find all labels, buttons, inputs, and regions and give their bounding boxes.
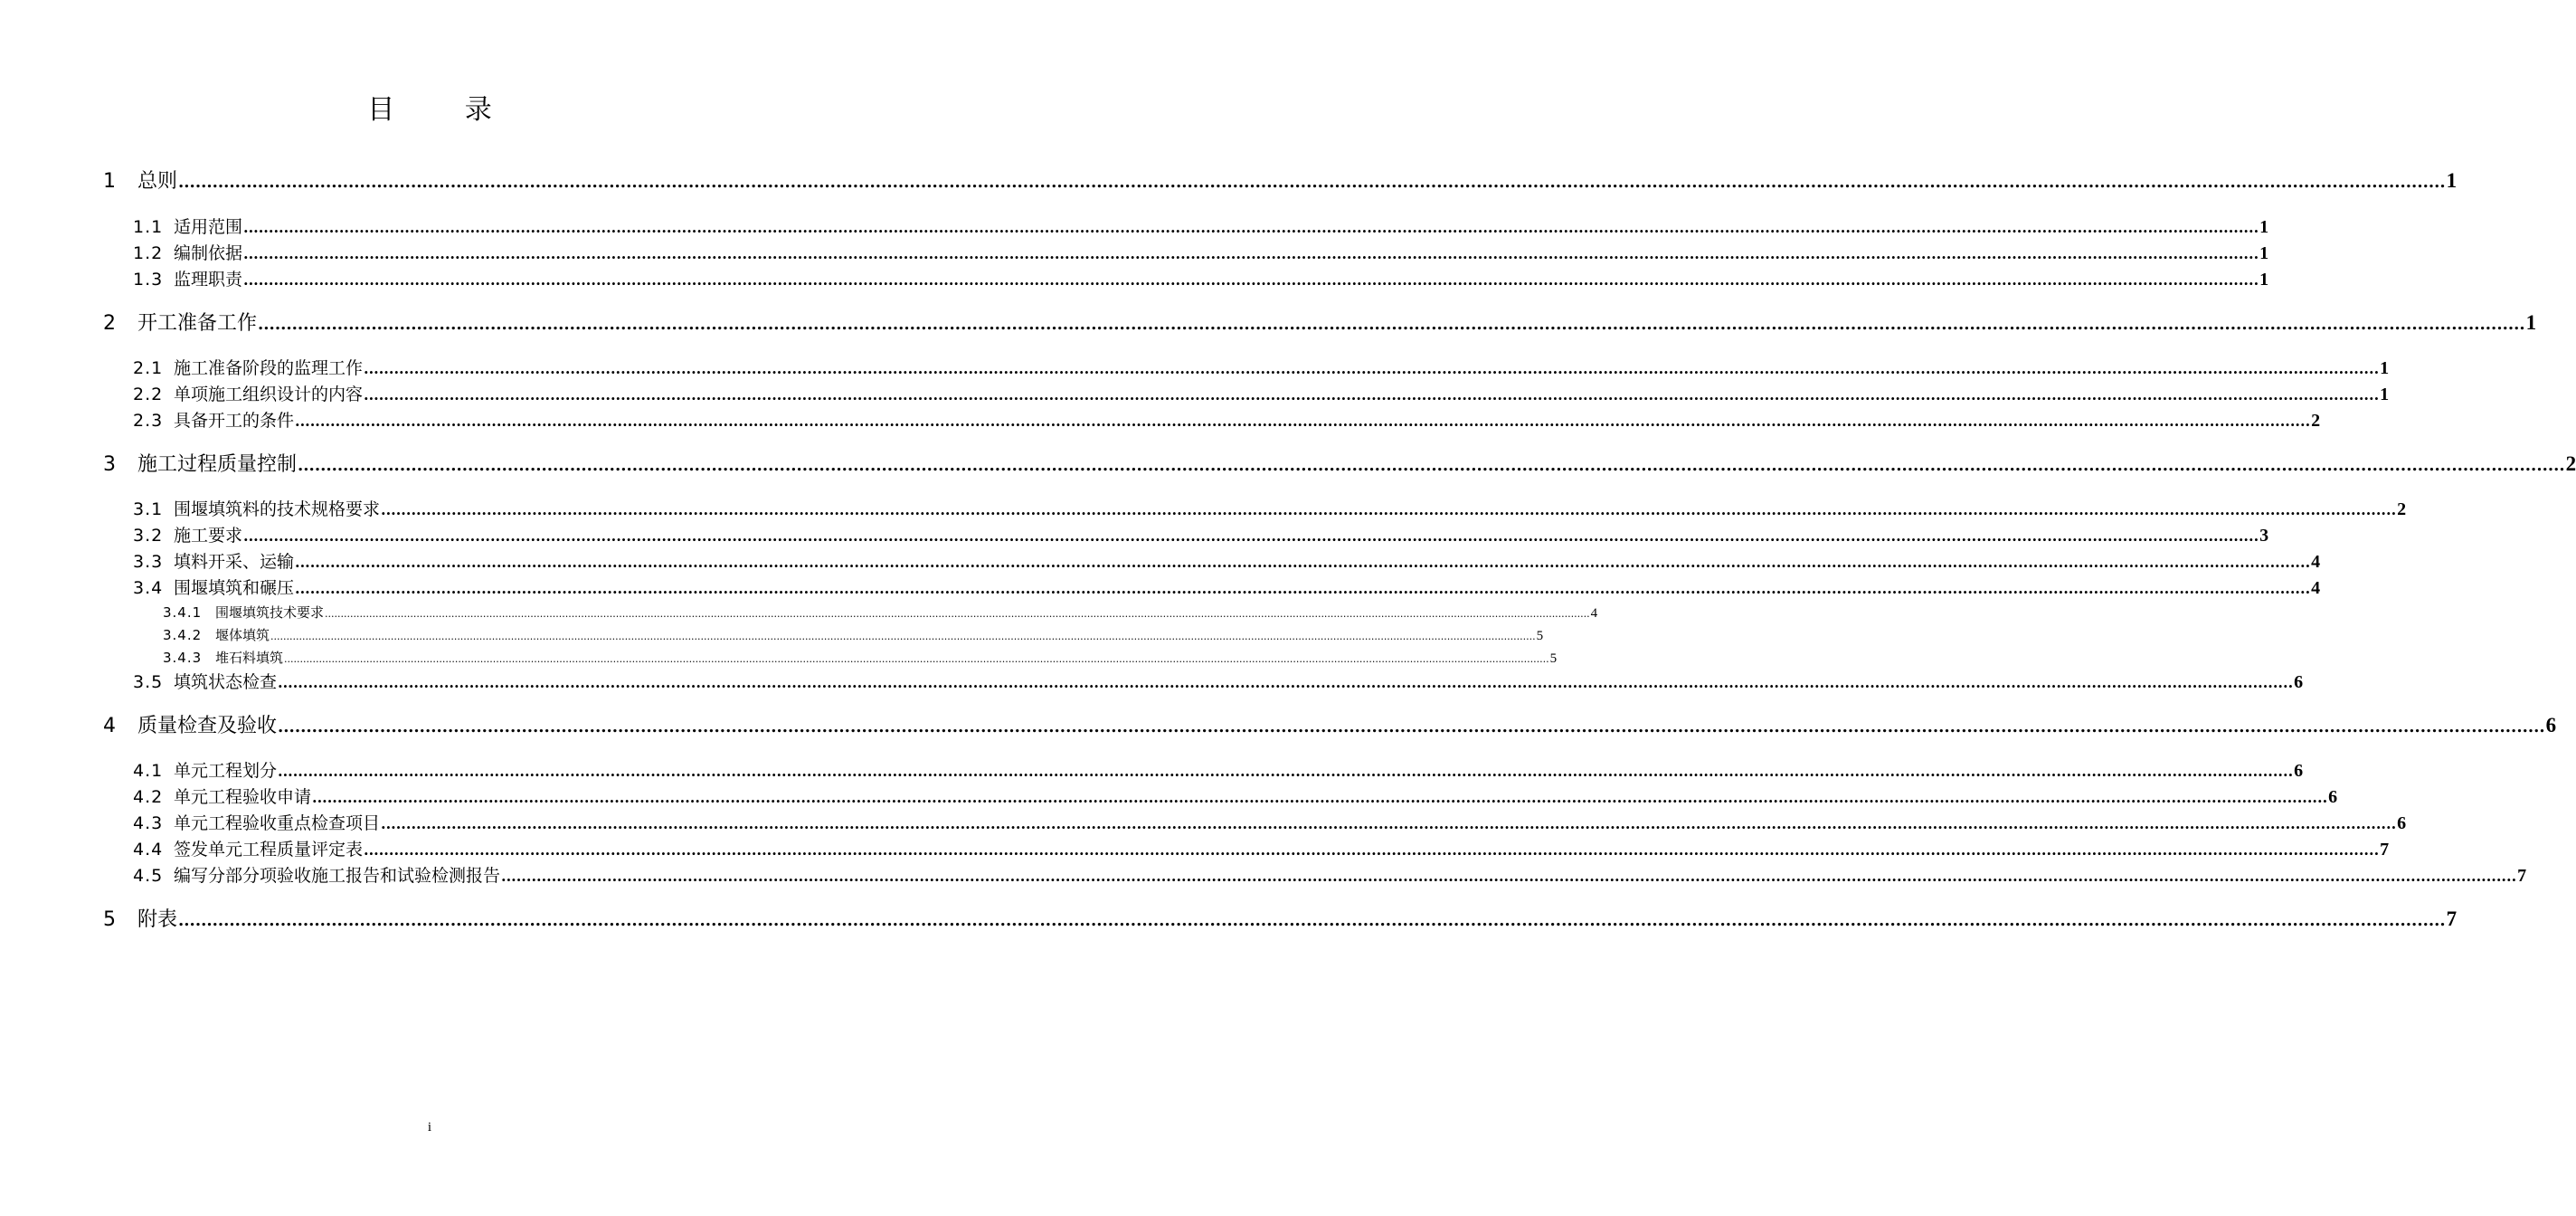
- toc-leader-dots: ................................................................................................................................................................................................................................................................................................................................................................................................................: [381, 501, 2397, 518]
- toc-entry-number: 2.3: [133, 411, 164, 431]
- toc-entry[interactable]: [163, 625, 1544, 645]
- toc-entry-page: 4: [1590, 606, 1598, 621]
- toc-leader-dots: ................................................................................................................................................................................................................................................................................................................................................................................................................: [278, 674, 2294, 691]
- page-title: 目 录: [367, 94, 523, 126]
- toc-entry[interactable]: [133, 548, 2321, 572]
- toc-entry-title: 堰体填筑: [215, 627, 270, 643]
- toc-leader-dots: ................................................................................................................................................................................................................................................................................................................................................................................................................: [364, 841, 2380, 859]
- toc-entry[interactable]: [133, 522, 2269, 546]
- toc-entry[interactable]: [133, 407, 2321, 431]
- toc-entry-page: 1: [2380, 358, 2390, 378]
- toc-entry-number: 3.4.2: [163, 627, 203, 643]
- toc-entry[interactable]: [103, 710, 2557, 737]
- toc-entry-title: 单项施工组织设计的内容: [174, 385, 364, 404]
- toc-entry-title: 单元工程验收申请: [174, 787, 312, 807]
- toc-entry-page: 1: [2259, 270, 2269, 290]
- toc-entry[interactable]: [133, 784, 2338, 807]
- toc-entry[interactable]: [133, 381, 2390, 404]
- toc-leader-dots: ................................................................................................................................................................................................................................................................................................................................................................................................................: [243, 245, 2259, 262]
- toc-leader-dots: ................................................................................................................................................................................................................................................................................................................................................................................................................: [298, 456, 2565, 475]
- toc-entry[interactable]: [133, 862, 2527, 886]
- toc-entry-number: 3.5: [133, 672, 164, 692]
- toc-entry-number: 3.3: [133, 552, 164, 572]
- toc-entry-number: 4.5: [133, 866, 164, 886]
- toc-entry-title: 围堰填筑料的技术规格要求: [174, 499, 381, 519]
- toc-entry-page: 6: [2294, 761, 2304, 781]
- toc-entry-number: 3.4.3: [163, 650, 203, 666]
- toc-entry-number: 1.3: [133, 270, 164, 290]
- toc-entry[interactable]: [133, 214, 2269, 237]
- toc-entry-title: 围堰填筑和碾压: [174, 578, 295, 598]
- toc-entry[interactable]: [133, 355, 2390, 378]
- toc-entry-page: 1: [2525, 311, 2537, 334]
- toc-leader-dots: ................................................................................................................................................................................................................................................................................................................................................................................................................: [243, 527, 2259, 545]
- toc-entry-page: 2: [2565, 452, 2576, 475]
- toc-entry-title: 编写分部分项验收施工报告和试验检测报告: [174, 866, 501, 886]
- toc-entry[interactable]: [133, 496, 2407, 519]
- toc-entry[interactable]: [163, 603, 1598, 622]
- toc-leader-dots: ................................................................................................................................................................................................................................................................................................................................................................................................................: [278, 717, 2545, 736]
- toc-entry-number: 4.2: [133, 787, 164, 807]
- toc-leader-dots: ................................................................................................................................................................................................................................................................................................................................................................................................................: [501, 868, 2517, 885]
- toc-entry-number: 1.1: [133, 217, 164, 237]
- toc-leader-dots: ................................................................................................................................................................................................................................................................................................................................................................................................................: [364, 360, 2380, 377]
- toc-entry[interactable]: [103, 449, 2576, 476]
- toc-entry-page: 4: [2311, 578, 2321, 598]
- toc-entry[interactable]: [103, 904, 2458, 931]
- toc-entry-page: 1: [2259, 217, 2269, 237]
- toc-entry[interactable]: [133, 575, 2321, 598]
- toc-leader-dots: ................................................................................................................................................................................................................................................................................................................................................................................................................: [312, 789, 2328, 806]
- toc-entry-page: 7: [2380, 840, 2390, 860]
- toc-entry-page: 7: [2517, 866, 2527, 886]
- toc-entry-title: 具备开工的条件: [174, 411, 295, 431]
- toc-entry-number: 1.2: [133, 243, 164, 263]
- toc-entry[interactable]: [133, 810, 2407, 833]
- toc-entry-page: 3: [2259, 526, 2269, 546]
- toc-entry-title: 单元工程划分: [174, 761, 278, 781]
- toc-entry-page: 6: [2545, 714, 2557, 736]
- toc-entry-title: 填料开采、运输: [174, 552, 295, 572]
- toc-entry-page: 4: [2311, 552, 2321, 572]
- toc-entry-number: 3: [103, 453, 116, 476]
- toc-entry-title: 编制依据: [174, 243, 243, 263]
- toc-entry-title: 施工要求: [174, 526, 243, 546]
- toc-entry-page: 1: [2259, 243, 2269, 263]
- toc-entry-title: 围堰填筑技术要求: [215, 604, 325, 621]
- toc-entry-title: 签发单元工程质量评定表: [174, 840, 364, 860]
- toc-entry-title: 单元工程验收重点检查项目: [174, 813, 381, 833]
- toc-leader-dots: ................................................................................................................................................................................................................................................................................................................................................................................................................: [243, 219, 2259, 236]
- toc-entry-number: 4.1: [133, 761, 164, 781]
- toc-leader-dots: ................................................................................................................................................................................................................................................................................................................................................................................................................: [258, 315, 2525, 334]
- page-number: i: [427, 1120, 432, 1135]
- toc-entry-number: 5: [103, 908, 116, 931]
- toc-entry-title: 施工过程质量控制: [137, 453, 298, 476]
- toc-entry[interactable]: [133, 669, 2304, 692]
- toc-entry-page: 6: [2397, 813, 2407, 833]
- toc-entry[interactable]: [103, 308, 2537, 335]
- toc-leader-dots: ................................................................................................................................................................................................................................................................................................................................................................................................................: [295, 554, 2311, 571]
- toc-leader-dots: ................................................................................................................................................................................................................................................................................................................................................................................................................: [364, 386, 2380, 404]
- toc-leader-dots: ................................................................................................................................................................................................................................................................................................................................................................................................................: [295, 413, 2311, 430]
- toc-entry-number: 4: [103, 715, 116, 737]
- toc-entry-number: 3.4: [133, 578, 164, 598]
- toc-leader-dots: ................................................................................................................................................................................................................................................................................................................................................................................................................: [270, 631, 1536, 642]
- toc-entry[interactable]: [133, 266, 2269, 290]
- toc-leader-dots: ................................................................................................................................................................................................................................................................................................................................................................................................................: [178, 911, 2446, 930]
- toc-leader-dots: ................................................................................................................................................................................................................................................................................................................................................................................................................: [178, 173, 2446, 192]
- toc-entry-title: 监理职责: [174, 270, 243, 290]
- toc-entry-page: 2: [2397, 499, 2407, 519]
- toc-entry-page: 7: [2446, 907, 2458, 930]
- toc-entry-number: 3.4.1: [163, 604, 203, 621]
- toc-entry-title: 堆石料填筑: [215, 650, 284, 666]
- toc-entry-page: 2: [2311, 411, 2321, 431]
- toc-entry-number: 3.2: [133, 526, 164, 546]
- toc-entry-title: 附表: [137, 908, 178, 931]
- toc-entry[interactable]: [133, 757, 2304, 781]
- toc-entry-number: 4.4: [133, 840, 164, 860]
- toc-entry-page: 5: [1549, 651, 1558, 666]
- toc-entry-number: 2.2: [133, 385, 164, 404]
- toc-entry-page: 1: [2446, 169, 2458, 192]
- toc-entry-title: 开工准备工作: [137, 312, 258, 335]
- toc-entry-title: 适用范围: [174, 217, 243, 237]
- toc-leader-dots: ................................................................................................................................................................................................................................................................................................................................................................................................................: [295, 580, 2311, 597]
- toc-entry-page: 5: [1536, 629, 1544, 643]
- toc-entry[interactable]: [103, 166, 2458, 193]
- toc-entry-title: 质量检查及验收: [137, 715, 278, 737]
- toc-entry-number: 1: [103, 170, 116, 193]
- toc-entry-number: 3.1: [133, 499, 164, 519]
- toc-entry-number: 4.3: [133, 813, 164, 833]
- toc-entry[interactable]: [133, 836, 2390, 860]
- toc-entry-title: 填筑状态检查: [174, 672, 278, 692]
- toc-entry[interactable]: [163, 648, 1558, 668]
- toc-entry-page: 6: [2294, 672, 2304, 692]
- toc-entry-title: 施工准备阶段的监理工作: [174, 358, 364, 378]
- toc-leader-dots: ................................................................................................................................................................................................................................................................................................................................................................................................................: [278, 763, 2294, 780]
- toc-entry-page: 1: [2380, 385, 2390, 404]
- toc-entry[interactable]: [133, 240, 2269, 263]
- toc-leader-dots: ................................................................................................................................................................................................................................................................................................................................................................................................................: [381, 815, 2397, 832]
- toc-leader-dots: ................................................................................................................................................................................................................................................................................................................................................................................................................: [284, 653, 1549, 665]
- toc-entry-page: 6: [2328, 787, 2338, 807]
- toc-entry-number: 2: [103, 312, 116, 335]
- toc-leader-dots: ................................................................................................................................................................................................................................................................................................................................................................................................................: [325, 608, 1590, 620]
- toc-entry-number: 2.1: [133, 358, 164, 378]
- toc-entry-title: 总则: [137, 170, 178, 193]
- toc-leader-dots: ................................................................................................................................................................................................................................................................................................................................................................................................................: [243, 271, 2259, 289]
